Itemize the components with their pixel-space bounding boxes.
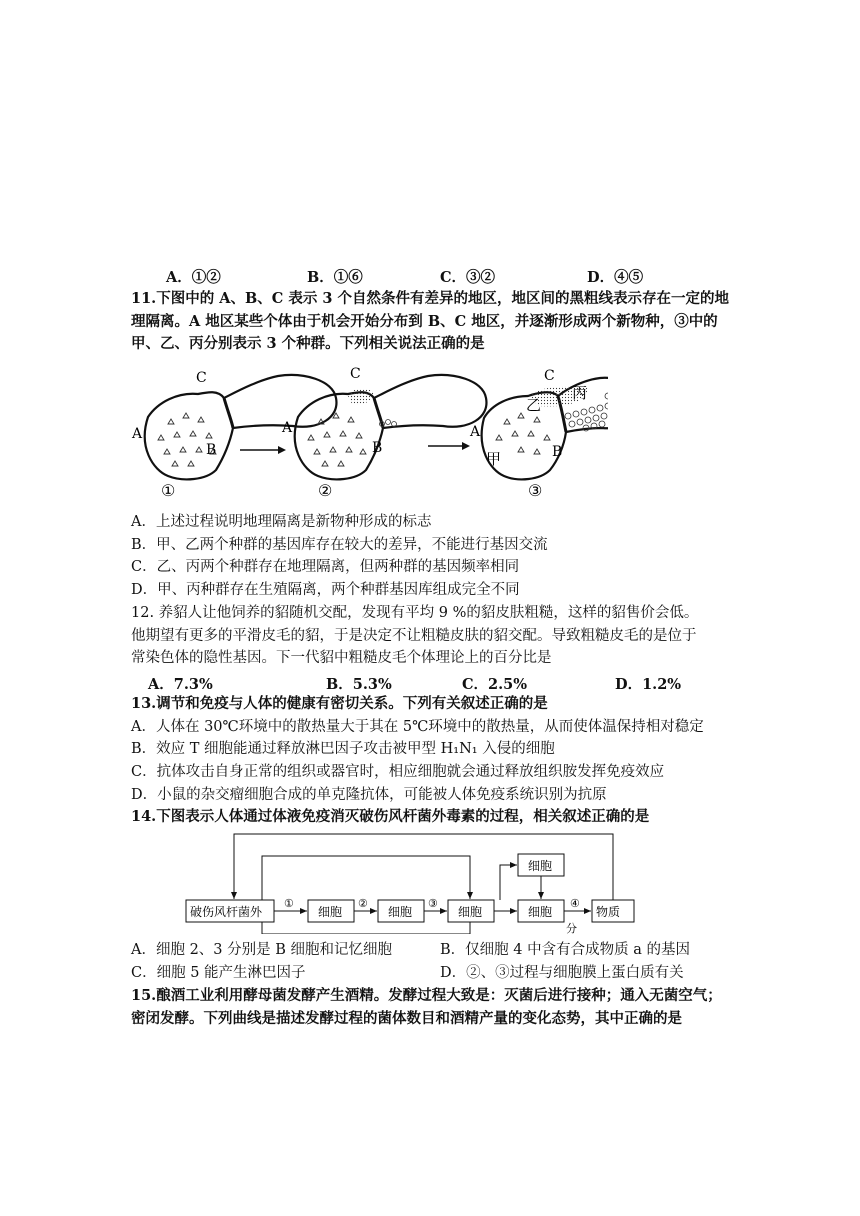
question-15-line-1: 15.酿酒工业利用酵母菌发酵产生酒精。发酵过程大致是：灭菌后进行接种；通入无菌空气；	[131, 987, 722, 1004]
question-12-line-1: 12. 养貂人让他饲养的貂随机交配，发现有平均 9 %的貂皮肤粗糙，这样的貂售价会低。	[131, 605, 699, 621]
step-3: ③	[428, 897, 438, 910]
question-12-line-3: 常染色体的隐性基因。下一代貂中粗糙皮毛个体理论上的百分比是	[131, 650, 552, 666]
label-c: C	[196, 370, 207, 386]
question-13-stem: 13.调节和免疫与人体的健康有密切关系。下列有关叙述正确的是	[131, 695, 548, 712]
material-label: 物质	[596, 905, 621, 919]
question-12-line-2: 他期望有更多的平滑皮毛的貂，于是决定不让粗糙皮肤的貂交配。导致粗糙皮毛的是位于	[131, 628, 697, 644]
q11-option-c: C．乙、丙两个种群存在地理隔离，但两种群的基因频率相同	[131, 559, 520, 575]
label-c-3: C	[544, 368, 555, 384]
start-label: 破伤风杆菌外	[190, 905, 263, 919]
label-b-3: B	[552, 444, 563, 460]
q13-option-d: D．小鼠的杂交瘤细胞合成的单克隆抗体，可能被人体免疫系统识别为抗原	[131, 787, 607, 803]
q13-option-c: C．抗体攻击自身正常的组织或器官时，相应细胞就会通过释放组织胺发挥免疫效应	[131, 764, 665, 780]
label-yi: 乙	[526, 396, 542, 414]
label-a: A	[132, 426, 143, 442]
q14-option-d: D．②、③过程与细胞膜上蛋白质有关	[440, 965, 684, 981]
label-c-2: C	[350, 366, 361, 382]
panel-2	[281, 366, 486, 500]
option-b: B．①⑥	[307, 269, 363, 286]
q14-option-b: B．仅细胞 4 中含有合成物质 a 的基因	[440, 942, 690, 958]
step-2: ②	[358, 897, 368, 910]
label-a-3: A	[470, 424, 481, 440]
label-b: B	[206, 442, 217, 458]
step-1: ①	[284, 897, 294, 910]
q11-option-a: A．上述过程说明地理隔离是新物种形成的标志	[131, 514, 432, 530]
cell-label-2: 细胞	[318, 905, 343, 919]
label-a-2: A	[282, 420, 293, 436]
option-c: C．③②	[440, 269, 496, 286]
q12-option-d: D．1.2%	[615, 676, 682, 693]
panel-1	[131, 370, 336, 500]
label-b-2: B	[372, 440, 383, 456]
question-11-line-3: 甲、乙、丙分别表示 3 个种群。下列相关说法正确的是	[131, 335, 485, 352]
speciation-diagram	[128, 362, 608, 504]
caption-2: ②	[318, 481, 333, 500]
immune-flow-diagram	[180, 830, 640, 934]
q11-option-d: D．甲、丙种群存在生殖隔离，两个种群基因库组成完全不同	[131, 582, 520, 598]
cell-label-3: 细胞	[388, 905, 413, 919]
q12-option-b: B．5.3%	[326, 676, 392, 693]
q11-option-b: B．甲、乙两个种群的基因库存在较大的差异，不能进行基因交流	[131, 537, 548, 553]
question-11-line-1: 11.下图中的 A、B、C 表示 3 个自然条件有差异的地区，地区间的黑粗线表示存在一定的地	[131, 290, 730, 307]
caption-1: ①	[161, 481, 176, 500]
question-11-line-2: 理隔离。A 地区某些个体由于机会开始分布到 B、C 地区，并逐渐形成两个新物种，③中的	[131, 313, 718, 330]
caption-3: ③	[528, 481, 543, 500]
label-jia: 甲	[486, 450, 502, 468]
q12-option-c: C．2.5%	[462, 676, 528, 693]
q14-option-a: A．细胞 2、3 分别是 B 细胞和记忆细胞	[131, 942, 393, 958]
panel-3	[469, 368, 608, 500]
fen-label: 分	[566, 922, 577, 934]
q14-option-c: C．细胞 5 能产生淋巴因子	[131, 965, 306, 981]
cell-label-top: 细胞	[528, 859, 553, 873]
cell-label-4: 细胞	[458, 905, 483, 919]
label-bing: 丙	[572, 384, 588, 402]
option-d: D．④⑤	[587, 269, 644, 286]
option-a: A．①②	[166, 269, 221, 286]
q13-option-b: B．效应 T 细胞能通过释放淋巴因子攻击被甲型 H₁N₁ 入侵的细胞	[131, 741, 555, 757]
cell-label-5: 细胞	[528, 905, 553, 919]
question-15-line-2: 密闭发酵。下列曲线是描述发酵过程的菌体数目和酒精产量的变化态势，其中正确的是	[131, 1010, 682, 1027]
step-4: ④	[570, 897, 580, 910]
question-14-stem: 14.下图表示人体通过体液免疫消灭破伤风杆菌外毒素的过程，相关叙述正确的是	[131, 808, 650, 825]
q12-option-a: A．7.3%	[148, 676, 213, 693]
q13-option-a: A．人体在 30℃环境中的散热量大于其在 5℃环境中的散热量，从而使体温保持相对稳定	[131, 719, 704, 735]
